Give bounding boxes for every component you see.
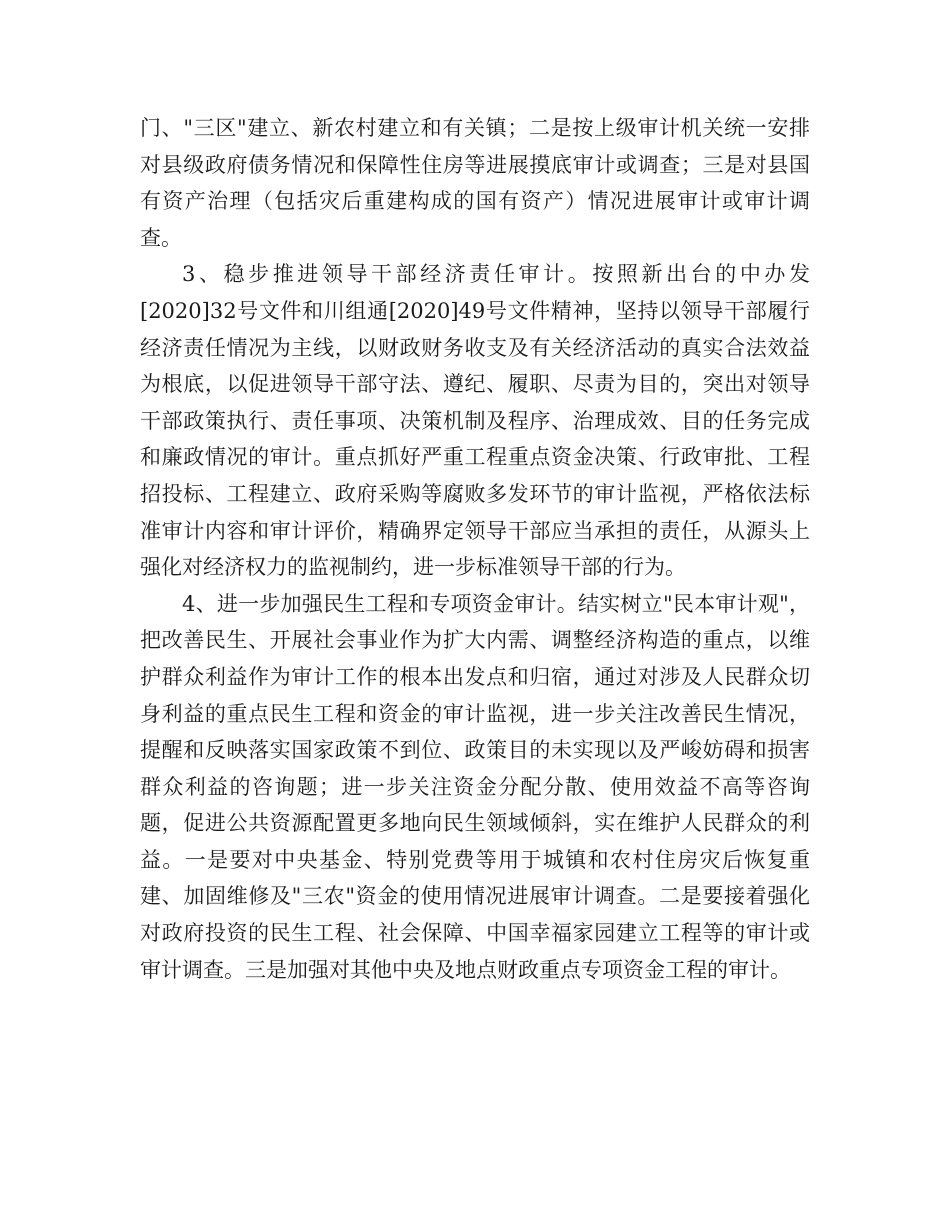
document-page (140, 110, 810, 988)
paragraph-2: 3、稳步推进领导干部经济责任审计。按照新出台的中办发[2020]32号文件和川组通[2020]49号文件精神，坚持以领导干部履行经济责任情况为主线，以财政财务收支及有关经济活动的真实合法效益为根底，以促进领导干部守法、遵纪、履职、尽责为目的，突出对领导干部政策执行、责任事项、决策机制及程序、治理成效、目的任务完成和廉政情况的审计。重点抓好严重工程重点资金决策、行政审批、工程招投标、工程建立、政府采购等腐败多发环节的审计监视，严格依法标准审计内容和审计评价，精确界定领导干部应当承担的责任，从源头上强化对经济权力的监视制约，进一步标准领导干部的行为。 (140, 262, 810, 580)
paragraph-1: 门、"三区"建立、新农村建立和有关镇；二是按上级审计机关统一安排对县级政府债务情况和保障性住房等进展摸底审计或调查；三是对县国有资产治理（包括灾后重建构成的国有资产）情况进展审计或审计调查。 (140, 116, 810, 250)
paragraph-3: 4、进一步加强民生工程和专项资金审计。结实树立"民本审计观"，把改善民生、开展社会事业作为扩大内需、调整经济构造的重点，以维护群众利益作为审计工作的根本出发点和归宿，通过对涉及人民群众切身利益的重点民生工程和资金的审计监视，进一步关注改善民生情况，提醒和反映落实国家政策不到位、政策目的未实现以及严峻妨碍和损害群众利益的咨询题；进一步关注资金分配分散、使用效益不高等咨询题，促进公共资源配置更多地向民生领域倾斜，实在维护人民群众的利益。一是要对中央基金、特别党费等用于城镇和农村住房灾后恢复重建、加固维修及"三农"资金的使用情况进展审计调查。二是要接着强化对政府投资的民生工程、社会保障、中国幸福家园建立工程等的审计或审计调查。三是加强对其他中央及地点财政重点专项资金工程的审计。 (140, 591, 810, 982)
